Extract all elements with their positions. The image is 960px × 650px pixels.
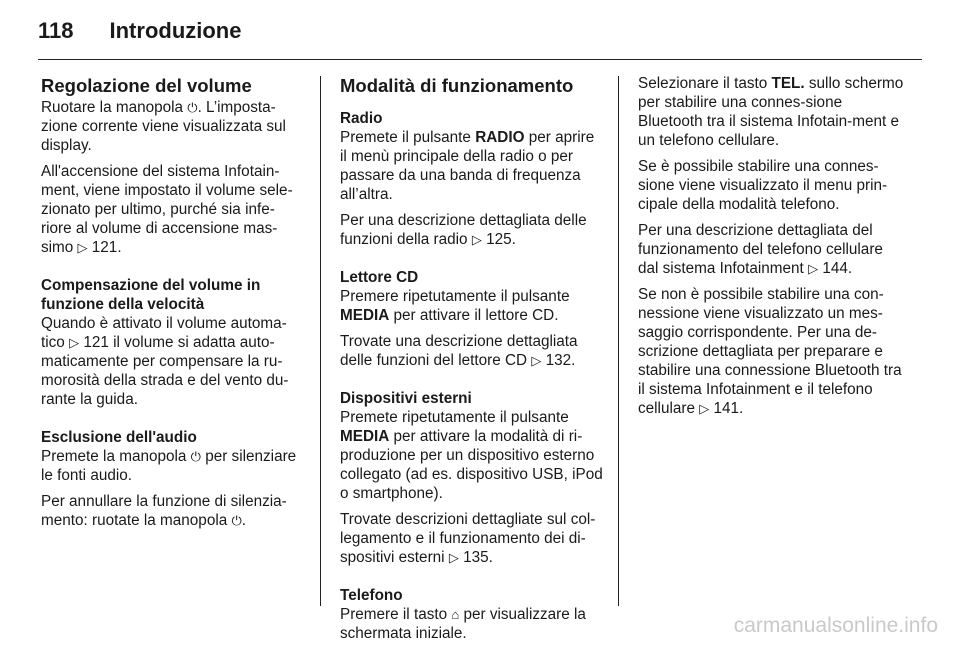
page-reference-arrow-icon: ▷ <box>699 401 710 416</box>
text: per visualizzare la schermata iniziale. <box>340 606 586 642</box>
page-reference-arrow-icon: ▷ <box>448 550 459 565</box>
section-heading-volume: Regolazione del volume <box>41 75 252 96</box>
text: Per una descrizione dettagliata del funzionamento del telefono cellulare dal sistema Infotainment <box>638 222 883 277</box>
text: Selezionare il tasto <box>638 75 772 92</box>
watermark: carmanualsonline.info <box>733 614 938 637</box>
page-reference[interactable]: 135. <box>463 549 493 566</box>
page-reference[interactable]: 141. <box>713 400 744 417</box>
home-icon: ⌂ <box>451 607 460 622</box>
text: il volume si adatta auto-maticamente per compensare la ru-morosità della strada e del vento du-rante la guida. <box>41 334 289 408</box>
page-reference-arrow-icon: ▷ <box>531 353 542 368</box>
section-heading-mute: Esclusione dell'audio <box>41 429 197 446</box>
paragraph <box>340 287 604 325</box>
paragraph <box>340 211 604 249</box>
page-reference[interactable]: 125. <box>486 231 516 248</box>
page-reference[interactable]: 144. <box>822 260 853 277</box>
text: Per una descrizione dettagliata delle funzioni della radio <box>340 212 587 248</box>
power-knob-icon: ⏻ <box>231 513 242 528</box>
column-2 <box>340 74 604 650</box>
radio-button-label: RADIO <box>475 129 525 146</box>
column-divider <box>320 76 321 606</box>
text: per silenziare le fonti audio. <box>41 448 297 484</box>
section-heading-modes: Modalità di funzionamento <box>340 75 574 96</box>
paragraph <box>340 128 604 204</box>
text: Premere il tasto <box>340 606 452 623</box>
text: Per annullare la funzione di silenzia-mento: ruotate la manopola <box>41 493 287 529</box>
text: . <box>241 512 247 529</box>
text: Premere ripetutamente il pulsante <box>340 288 570 305</box>
paragraph <box>638 157 906 214</box>
paragraph <box>638 74 906 150</box>
text: Premete ripetutamente il pulsante <box>340 409 569 426</box>
tel-button-label: TEL. <box>771 75 805 92</box>
media-button-label: MEDIA <box>340 428 390 445</box>
paragraph <box>41 447 305 485</box>
text: Se è possibile stabilire una connes-sione viene visualizzato il menu prin-cipale della modalità telefono. <box>638 158 888 213</box>
paragraph <box>340 332 604 370</box>
paragraph <box>340 510 604 567</box>
text: All'accensione del sistema Infotain-ment, viene impostato il volume sele-zionato per ultimo, purché sia infe-riore al volume di accensione mas-simo <box>41 163 293 256</box>
page-reference-arrow-icon: ▷ <box>808 261 819 276</box>
text: Trovate una descrizione dettagliata delle funzioni del lettore CD <box>340 333 578 369</box>
page-reference[interactable]: 121. <box>91 239 122 256</box>
subheading-cd: Lettore CD <box>340 269 419 286</box>
column-1 <box>41 74 305 537</box>
page-reference-arrow-icon: ▷ <box>77 240 88 255</box>
paragraph <box>41 314 305 409</box>
paragraph <box>638 285 906 418</box>
text: per aprire il menù principale della radio o per passare da una banda di frequenza all’altra. <box>340 129 595 203</box>
section-heading-speed-compensation: Compensazione del volume in funzione della velocità <box>41 277 261 313</box>
paragraph <box>340 408 604 503</box>
paragraph <box>340 605 604 643</box>
text: . L’imposta-zione corrente viene visualizzata sul display. <box>41 99 286 154</box>
paragraph <box>638 221 906 278</box>
text: Trovate descrizioni dettagliate sul col-legamento e il funzionamento dei di-spositivi esterni <box>340 511 596 566</box>
text: per attivare il lettore CD. <box>389 307 559 324</box>
text: Ruotare la manopola <box>41 99 188 116</box>
text: Se non è possibile stabilire una con-nessione viene visualizzato un mes-saggio corrispondente. Per una de-scrizione dettagliata per preparare e stabilire una connessione Bluetooth tra il sistema Infotainment e il telefono cellulare <box>638 286 902 417</box>
header-rule <box>38 59 922 60</box>
column-divider <box>618 76 619 606</box>
subheading-phone: Telefono <box>340 587 403 604</box>
text: Premete la manopola <box>41 448 191 465</box>
page-title: Introduzione <box>109 18 242 43</box>
column-3 <box>638 74 906 425</box>
text: sullo schermo per stabilire una connes-sione Bluetooth tra il sistema Infotain-ment e un telefono cellulare. <box>638 75 904 149</box>
power-knob-icon: ⏻ <box>190 449 201 464</box>
paragraph <box>41 162 305 257</box>
page-number: 118 <box>38 18 74 43</box>
text: Premete il pulsante <box>340 129 476 146</box>
page-reference[interactable]: 132. <box>545 352 576 369</box>
subheading-radio: Radio <box>340 110 383 127</box>
power-knob-icon: ⏻ <box>187 100 198 115</box>
page-reference[interactable]: 121 <box>83 334 109 351</box>
paragraph <box>41 98 305 155</box>
page-reference-arrow-icon: ▷ <box>471 232 482 247</box>
paragraph <box>41 492 305 530</box>
text: Quando è attivato il volume automa-tico <box>41 315 287 351</box>
media-button-label: MEDIA <box>340 307 390 324</box>
text: per attivare la modalità di ri-produzione per un dispositivo esterno collegato (ad es. dispositivo USB, iPod o smartphone). <box>340 428 603 502</box>
subheading-external-devices: Dispositivi esterni <box>340 390 472 407</box>
page-header <box>38 18 241 48</box>
page-reference-arrow-icon: ▷ <box>69 335 80 350</box>
